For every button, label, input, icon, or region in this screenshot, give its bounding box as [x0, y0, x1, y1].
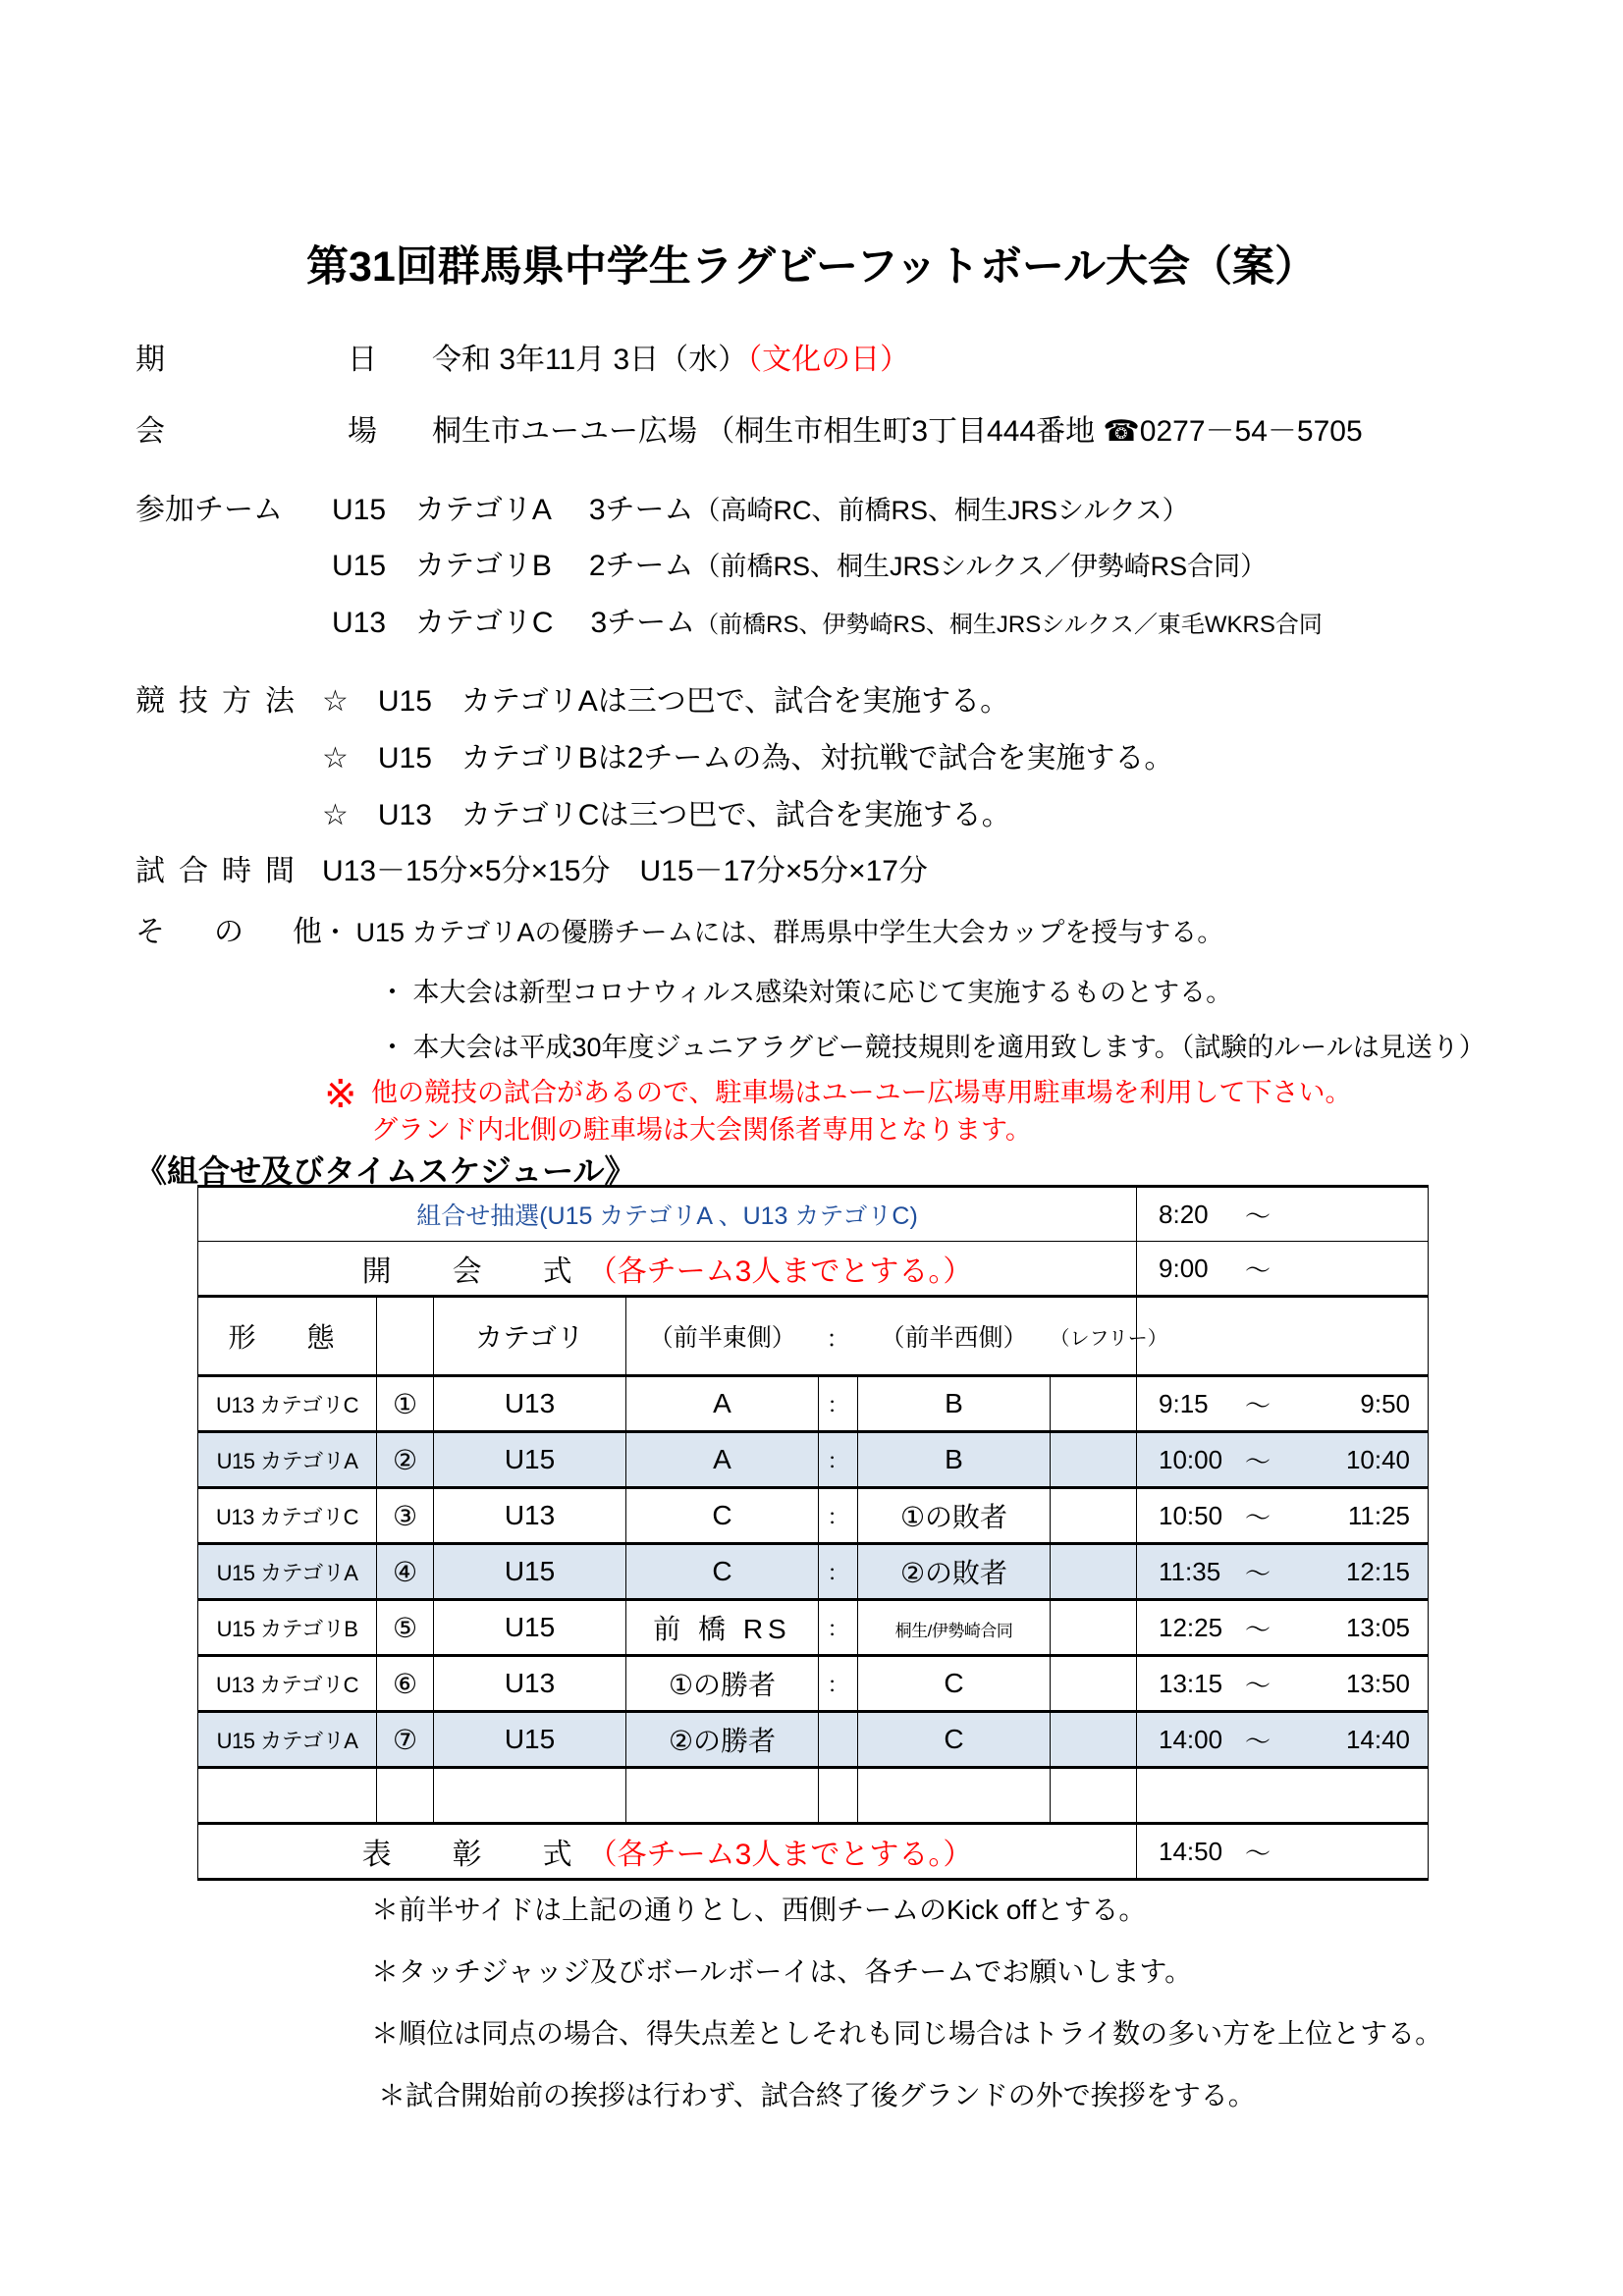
col-header-west: （前半西側） [858, 1297, 1051, 1376]
closing-start-time: 14:50 [1159, 1836, 1223, 1866]
match-west-1: B [858, 1432, 1051, 1488]
table-row [198, 1600, 1429, 1656]
match-referee-6 [1051, 1712, 1137, 1768]
match-start-3: 11:35 [1159, 1556, 1221, 1586]
match-num-4: ⑤ [377, 1600, 434, 1656]
draw-label-cell [198, 1187, 1137, 1242]
draw-start-time: 8:20 [1159, 1199, 1209, 1229]
spacer-cell-4 [819, 1768, 858, 1824]
match-tilde-1: 〜 [1245, 1446, 1271, 1476]
match-time-value: U13－15分×5分×15分 U15－17分×5分×17分 [322, 855, 928, 887]
team-category-1: U15 カテゴリB [332, 550, 552, 582]
match-num-1: ② [377, 1432, 434, 1488]
table-row-closing [198, 1824, 1429, 1880]
other-row-2 [135, 1033, 1486, 1062]
match-start-1: 10:00 [1159, 1444, 1223, 1474]
match-category-5: U13 [434, 1656, 626, 1712]
footnote-0: ＊前半サイドは上記の通りとし、西側チームのKick offとする。 [371, 1895, 1147, 1925]
opening-label-cell [198, 1242, 1137, 1297]
date-holiday: （文化の日） [747, 344, 910, 376]
schedule-table [197, 1185, 1429, 1881]
closing-note: （各チーム3人までとする。） [587, 1839, 973, 1871]
team-category-2: U13 カテゴリC [332, 607, 554, 639]
other-row-0 [135, 918, 1223, 947]
match-east-4: 前 橋 RS [626, 1600, 819, 1656]
telephone-icon: ☎ [1103, 415, 1140, 448]
match-referee-4 [1051, 1600, 1137, 1656]
teams-row-1 [135, 552, 1267, 581]
match-time-row [135, 857, 928, 886]
match-end-2: 11:25 [1347, 1500, 1411, 1530]
opening-note: （各チーム3人までとする。） [587, 1255, 973, 1288]
col-header-category: カテゴリ [434, 1297, 626, 1376]
other-label: そ の 他 [135, 916, 332, 948]
col-header-time [1137, 1297, 1429, 1376]
match-start-2: 10:50 [1159, 1500, 1223, 1530]
match-east-6: ②の勝者 [626, 1712, 819, 1768]
spacer-cell-6 [1051, 1768, 1137, 1824]
spacer-cell-0 [198, 1768, 377, 1824]
match-colon-2: ： [819, 1488, 858, 1544]
match-referee-0 [1051, 1376, 1137, 1432]
match-east-3: C [626, 1544, 819, 1600]
method-text-0: ☆ U15 カテゴリAは三つ巴で、試合を実施する。 [322, 685, 1010, 718]
method-text-2: ☆ U13 カテゴリCは三つ巴で、試合を実施する。 [322, 799, 1011, 831]
date-label: 期 日 [135, 344, 401, 376]
venue-label: 会 場 [135, 415, 401, 448]
table-row [198, 1376, 1429, 1432]
match-form-2: U13 カテゴリC [198, 1488, 377, 1544]
notice-line-1: グランド内北側の駐車場は大会関係者専用となります。 [371, 1115, 1032, 1145]
col-header-colon: ： [819, 1297, 858, 1376]
col-header-east: （前半東側） [626, 1297, 819, 1376]
table-row [198, 1712, 1429, 1768]
match-category-4: U15 [434, 1600, 626, 1656]
match-east-0: A [626, 1376, 819, 1432]
match-end-3: 12:15 [1345, 1556, 1411, 1586]
team-members-0: （高崎RC、前橋RS、桐生JRSシルクス） [693, 496, 1189, 525]
match-tilde-2: 〜 [1245, 1502, 1271, 1532]
match-referee-3 [1051, 1544, 1137, 1600]
teams-row-0 [135, 496, 1189, 525]
match-west-5: C [858, 1656, 1051, 1712]
footnote-3: ＊試合開始前の挨拶は行わず、試合終了後グランドの外で挨拶をする。 [378, 2080, 1256, 2110]
table-header-row [198, 1297, 1429, 1376]
schedule-heading: 《組合せ及びタイムスケジュール》 [135, 1153, 636, 1189]
other-text-1: ・ 本大会は新型コロナウィルス感染対策に応じて実施するものとする。 [379, 978, 1233, 1007]
match-tilde-6: 〜 [1245, 1726, 1271, 1756]
match-start-5: 13:15 [1159, 1668, 1223, 1698]
opening-start-time: 9:00 [1159, 1253, 1209, 1283]
match-end-6: 14:40 [1345, 1724, 1411, 1754]
match-form-0: U13 カテゴリC [198, 1376, 377, 1432]
table-row [198, 1656, 1429, 1712]
match-start-4: 12:25 [1159, 1612, 1223, 1642]
team-count-2: 3チーム [590, 607, 696, 639]
match-num-2: ③ [377, 1488, 434, 1544]
other-text-0: ・ U15 カテゴリAの優勝チームには、群馬県中学生大会カップを授与する。 [322, 918, 1224, 947]
method-label: 競技方法 [135, 685, 308, 718]
match-west-6: C [858, 1712, 1051, 1768]
match-east-1: A [626, 1432, 819, 1488]
match-category-3: U15 [434, 1544, 626, 1600]
match-time-1 [1137, 1432, 1429, 1488]
venue-phone: 0277－54－5705 [1139, 415, 1363, 448]
match-start-0: 9:15 [1159, 1388, 1209, 1418]
match-category-1: U15 [434, 1432, 626, 1488]
match-west-0: B [858, 1376, 1051, 1432]
match-num-0: ① [377, 1376, 434, 1432]
match-colon-1: ： [819, 1432, 858, 1488]
match-east-2: C [626, 1488, 819, 1544]
match-end-0: 9:50 [1360, 1388, 1411, 1418]
table-row-opening [198, 1242, 1429, 1297]
match-form-6: U15 カテゴリA [198, 1712, 377, 1768]
match-start-6: 14:00 [1159, 1724, 1223, 1754]
match-time-5 [1137, 1656, 1429, 1712]
match-time-label: 試合時間 [135, 855, 308, 887]
method-row-2 [135, 801, 1011, 830]
match-tilde-3: 〜 [1245, 1558, 1271, 1588]
match-num-3: ④ [377, 1544, 434, 1600]
match-colon-3: ： [819, 1544, 858, 1600]
match-colon-4: ： [819, 1600, 858, 1656]
notice-mark: ※ [324, 1073, 357, 1116]
match-referee-5 [1051, 1656, 1137, 1712]
table-row [198, 1544, 1429, 1600]
spacer-cell-2 [434, 1768, 626, 1824]
method-text-1: ☆ U15 カテゴリBは2チームの為、対抗戦で試合を実施する。 [322, 742, 1174, 774]
match-colon-5: ： [819, 1656, 858, 1712]
match-colon-6 [819, 1712, 858, 1768]
method-row-0 [135, 687, 1009, 717]
match-tilde-4: 〜 [1245, 1614, 1271, 1644]
date-value: 令和 3年11月 3日（水） [432, 344, 748, 376]
table-row-draw [198, 1187, 1429, 1242]
match-time-0 [1137, 1376, 1429, 1432]
col-header-form: 形 態 [198, 1297, 377, 1376]
opening-tilde: 〜 [1245, 1255, 1271, 1285]
match-west-2: ①の敗者 [858, 1488, 1051, 1544]
match-referee-2 [1051, 1488, 1137, 1544]
match-form-5: U13 カテゴリC [198, 1656, 377, 1712]
match-end-5: 13:50 [1345, 1668, 1411, 1698]
match-category-6: U15 [434, 1712, 626, 1768]
venue-value: 桐生市ユーユー広場 （桐生市相生町3丁目444番地 [432, 415, 1104, 448]
match-form-1: U15 カテゴリA [198, 1432, 377, 1488]
match-num-6: ⑦ [377, 1712, 434, 1768]
match-end-4: 13:05 [1345, 1612, 1411, 1642]
match-time-4 [1137, 1600, 1429, 1656]
match-east-5: ①の勝者 [626, 1656, 819, 1712]
match-tilde-0: 〜 [1245, 1390, 1271, 1420]
closing-tilde: 〜 [1245, 1838, 1271, 1868]
spacer-cell-3 [626, 1768, 819, 1824]
opening-time-cell [1137, 1242, 1429, 1297]
other-row-1 [135, 978, 1232, 1007]
teams-row-2 [135, 609, 1323, 638]
match-form-3: U15 カテゴリA [198, 1544, 377, 1600]
match-west-4: 桐生/伊勢崎合同 [858, 1600, 1051, 1656]
match-num-5: ⑥ [377, 1656, 434, 1712]
teams-label: 参加チーム [135, 494, 283, 526]
match-west-3: ②の敗者 [858, 1544, 1051, 1600]
draw-tilde: 〜 [1245, 1201, 1271, 1231]
team-count-1: 2チーム [588, 550, 694, 582]
match-category-0: U13 [434, 1376, 626, 1432]
closing-label-cell [198, 1824, 1137, 1880]
team-category-0: U15 カテゴリA [332, 494, 552, 526]
match-time-3 [1137, 1544, 1429, 1600]
closing-label: 表 彰 式 [361, 1839, 588, 1871]
match-tilde-5: 〜 [1245, 1670, 1271, 1700]
match-time-6 [1137, 1712, 1429, 1768]
spacer-cell-1 [377, 1768, 434, 1824]
match-colon-0: ： [819, 1376, 858, 1432]
team-members-1: （前橋RS、桐生JRSシルクス／伊勢崎RS合同） [693, 552, 1268, 581]
method-row-1 [135, 744, 1173, 774]
draw-time-cell [1137, 1187, 1429, 1242]
opening-label: 開 会 式 [361, 1255, 588, 1288]
match-time-2 [1137, 1488, 1429, 1544]
date-row [135, 346, 909, 375]
footnote-2: ＊順位は同点の場合、得失点差としそれも同じ場合はトライ数の多い方を上位とする。 [371, 2018, 1443, 2049]
other-text-2: ・ 本大会は平成30年度ジュニアラグビー競技規則を適用致します。（試験的ルールは見送り） [379, 1033, 1486, 1062]
col-header-num [377, 1297, 434, 1376]
team-count-0: 3チーム [588, 494, 694, 526]
match-end-1: 10:40 [1345, 1444, 1411, 1474]
team-members-2: （前橋RS、伊勢崎RS、桐生JRSシルクス／東毛WKRS合同 [695, 612, 1323, 638]
match-referee-1 [1051, 1432, 1137, 1488]
col-header-referee: （レフリー） [1051, 1297, 1137, 1376]
table-row-spacer [198, 1768, 1429, 1824]
venue-row [135, 417, 1363, 447]
table-row [198, 1488, 1429, 1544]
closing-time-cell [1137, 1824, 1429, 1880]
match-form-4: U15 カテゴリB [198, 1600, 377, 1656]
draw-label: 組合せ抽選(U15 カテゴリA 、U13 カテゴリC) [416, 1202, 918, 1230]
match-category-2: U13 [434, 1488, 626, 1544]
page-title: 第31回群馬県中学生ラグビーフットボール大会（案） [305, 243, 1318, 291]
spacer-cell-7 [1137, 1768, 1429, 1824]
table-row [198, 1432, 1429, 1488]
footnote-1: ＊タッチジャッジ及びボールボーイは、各チームでお願いします。 [371, 1956, 1193, 1987]
notice-line-0: 他の競技の試合があるので、駐車場はユーユー広場専用駐車場を利用して下さい。 [371, 1078, 1352, 1107]
spacer-cell-5 [858, 1768, 1051, 1824]
